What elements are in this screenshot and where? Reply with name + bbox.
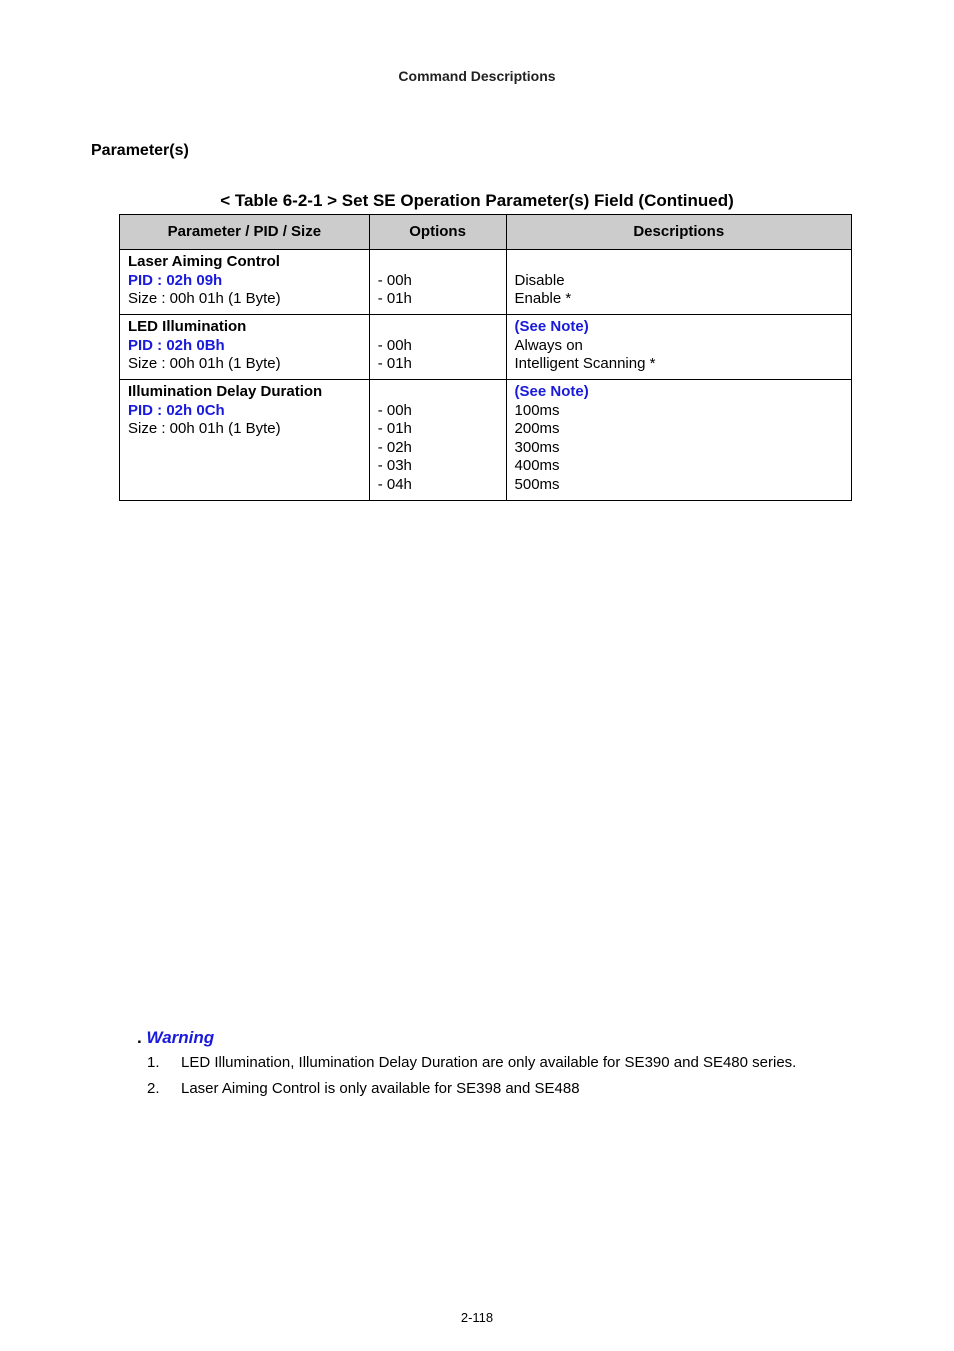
parameter-cell: [120, 380, 370, 501]
parameter-cell: [120, 315, 370, 380]
description-value: Always on: [514, 336, 583, 354]
descriptions-cell: [506, 315, 851, 380]
options-cell: [369, 250, 506, 315]
table-row: [120, 250, 852, 315]
option-value: - 04h: [377, 475, 412, 493]
table-caption: < Table 6-2-1 > Set SE Operation Parameter(s) Field (Continued): [220, 191, 734, 210]
description-value: Disable: [514, 271, 565, 289]
option-value: - 00h: [377, 401, 412, 419]
description-value: 500ms: [514, 475, 560, 493]
description-value: Enable *: [514, 290, 572, 307]
options-cell: [369, 380, 506, 501]
list-item-number: 1.: [147, 1054, 160, 1071]
parameter-pid: PID : 02h 09h: [128, 271, 223, 289]
description-value: Intelligent Scanning *: [514, 355, 656, 372]
column-header-descriptions: Descriptions: [506, 215, 851, 250]
list-item-text: Laser Aiming Control is only available for SE398 and SE488: [181, 1080, 580, 1097]
description-value: 200ms: [514, 420, 560, 437]
parameter-name: Illumination Delay Duration: [128, 383, 323, 400]
list-item-number: 2.: [147, 1080, 160, 1097]
description-value: 400ms: [514, 457, 560, 474]
option-value: - 02h: [377, 438, 412, 456]
see-note-label: (See Note): [514, 318, 589, 335]
section-title: Parameter(s): [91, 142, 189, 159]
descriptions-cell: [506, 250, 851, 315]
warning-title: Warning: [146, 1028, 215, 1047]
parameters-table: [119, 214, 852, 501]
column-header-options: Options: [369, 215, 506, 250]
option-value: - 01h: [377, 420, 412, 437]
page-number: 2-118: [460, 1310, 494, 1325]
option-value: - 00h: [377, 336, 412, 354]
option-value: - 03h: [377, 457, 412, 474]
table-header-row: [120, 215, 852, 250]
options-cell: [369, 315, 506, 380]
warning-bullet: .: [137, 1028, 142, 1047]
option-value: - 01h: [377, 290, 412, 307]
running-header: Command Descriptions: [398, 68, 556, 84]
parameter-pid: PID : 02h 0Ch: [128, 401, 225, 419]
parameter-size: Size : 00h 01h (1 Byte): [128, 355, 281, 372]
parameter-cell: [120, 250, 370, 315]
descriptions-cell: [506, 380, 851, 501]
description-value: 300ms: [514, 438, 560, 456]
parameter-pid: PID : 02h 0Bh: [128, 336, 225, 354]
parameter-size: Size : 00h 01h (1 Byte): [128, 420, 281, 437]
table-row: [120, 380, 852, 501]
list-item-text: LED Illumination, Illumination Delay Duration are only available for SE390 and SE480 series.: [181, 1054, 797, 1071]
column-header-parameter: Parameter / PID / Size: [120, 215, 370, 250]
table-row: [120, 315, 852, 380]
see-note-label: (See Note): [514, 383, 589, 400]
parameter-name: LED Illumination: [128, 318, 247, 335]
description-value: 100ms: [514, 401, 560, 419]
parameter-size: Size : 00h 01h (1 Byte): [128, 290, 281, 307]
option-value: - 01h: [377, 355, 412, 372]
option-value: - 00h: [377, 271, 412, 289]
warning-heading: [137, 1028, 214, 1048]
parameter-name: Laser Aiming Control: [128, 253, 280, 270]
